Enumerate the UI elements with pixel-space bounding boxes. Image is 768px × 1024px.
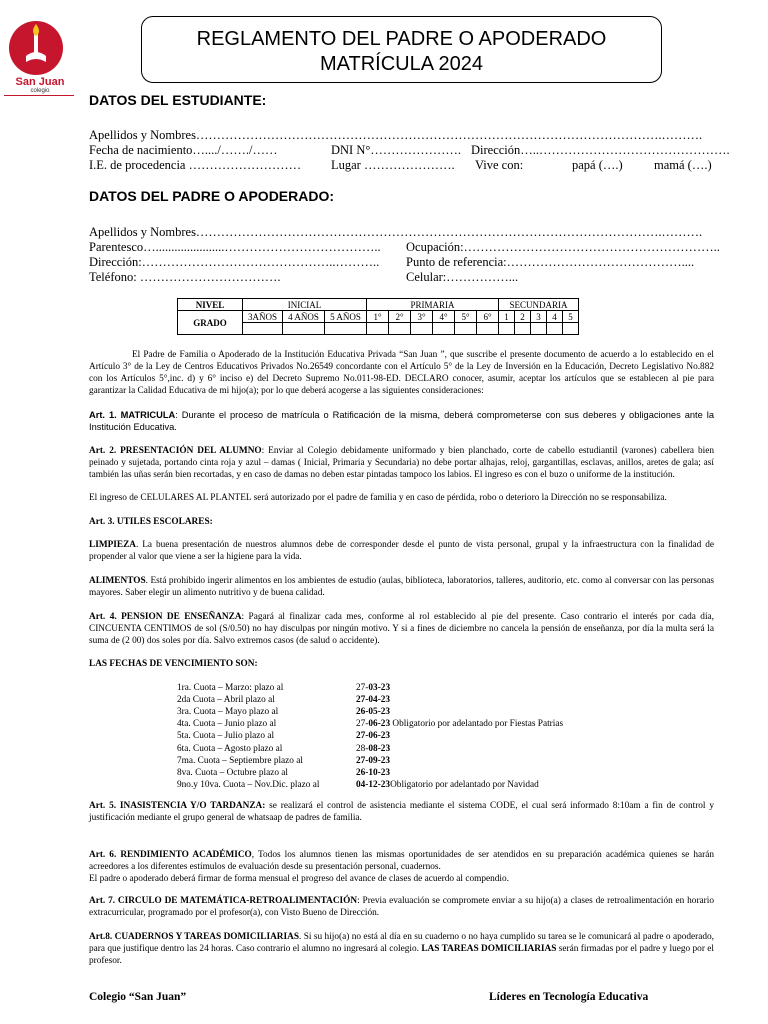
art1-paragraph — [89, 409, 714, 433]
grade-cell[interactable]: 5 AÑOS — [325, 311, 367, 323]
fee-label: 8va. Cuota – Octubre plazo al — [177, 767, 289, 778]
title-line-1: REGLAMENTO DEL PADRE O APODERADO — [196, 28, 607, 50]
logo-underline — [4, 95, 74, 96]
grade-cell[interactable]: 3AÑOS — [243, 311, 283, 323]
art2-paragraph-2: El ingreso de CELULARES AL PLANTEL será autorizado por el padre de familia y en caso de pérdida, robo o deterioro la Dirección no se responsabiliza. — [89, 493, 667, 503]
parent-address-field[interactable]: Dirección:………………………………………..……….. — [89, 255, 380, 269]
fee-due-date — [356, 767, 390, 779]
cellphone-field[interactable]: Celular:……………... — [406, 270, 519, 284]
intro-paragraph: El Padre de Familia o Apoderado de la Institución Educativa Privada “San Juan ”, que suscribe el presente documento de acuerdo a lo establecido en el Artículo 3° de la Ley de Centros Educativos Privados No.26549 concordante con el Artículo 5° de la Ley de Inversión en la Educación, Decreto Legislativo No.882 con los Artículos 5°,inc. d) y 6° inciso e) del Decreto Supremo No.011-98-ED. DECLARO conocer, asumir, aceptar los artículos que se establecen al pie para garantizar la Calidad Educativa de mi hijo(a); por lo que deberá acogerse a las siguientes consideraciones: — [89, 350, 714, 397]
art3-title: Art. 3. UTILES ESCOLARES: — [89, 517, 213, 527]
logo-emblem-icon — [6, 18, 74, 80]
art2-text: : Enviar al Colegio debidamente uniformado y bien planchado, corte de cabello estudiantil (varones) cabellera bien peinado y sujetada, portando cinta roja y azul – damas ( Inicial, Primaria y Secundaria) no debe portar alhajas, reloj, gargantillas, esclavas, anillos, aretes de gala; así también las uñas serán bien recortadas, y en caso de damas no deben estar pintadas tampoco los labios. El ingreso es con el buzo o uniforme de la institución. — [89, 446, 714, 481]
footer-slogan: Líderes en Tecnología Educativa — [489, 991, 649, 1003]
parent-heading: DATOS DEL PADRE O APODERADO: — [89, 188, 335, 204]
fee-date-prefix: 27- — [356, 719, 369, 730]
lives-with-label: Vive con: — [475, 158, 524, 172]
grade-check-cell[interactable] — [455, 323, 477, 335]
fee-date: 26-05-23 — [356, 707, 391, 718]
relationship-field[interactable]: Parentesco…......................……………………………….. — [89, 240, 381, 254]
alimentos-title: ALIMENTOS — [89, 576, 146, 586]
fee-due-date — [356, 682, 390, 694]
grade-check-cell[interactable] — [531, 323, 547, 335]
grade-check-cell[interactable] — [433, 323, 455, 335]
parent-names-field[interactable]: Apellidos y Nombres………………………………………………………………………………………………….………. — [89, 225, 703, 239]
grades-table — [177, 298, 579, 335]
fee-label: 5ta. Cuota – Julio plazo al — [177, 731, 275, 742]
grade-cell[interactable]: 5° — [455, 311, 477, 323]
fee-date: 03-23 — [368, 683, 391, 693]
fee-date: 08-23 — [368, 743, 391, 754]
grade-cell[interactable]: 3° — [411, 311, 433, 323]
grade-check-cell[interactable] — [283, 323, 325, 335]
art8-text: . Si su hijo(a) no está al día en su cuaderno o no haya cumplido su tarea se le comunicará al padre o apoderado, para que justifique dentro las 24 horas. Caso contrario el alumno no ingresará al colegio. — [89, 932, 715, 955]
fee-date: 06-23 — [368, 719, 391, 730]
fee-date-prefix: 28- — [356, 743, 369, 754]
art2-paragraph — [89, 445, 714, 481]
grade-check-cell[interactable] — [243, 323, 283, 335]
fechas-heading: LAS FECHAS DE VENCIMIENTO SON: — [89, 659, 258, 669]
fee-due-date — [356, 706, 390, 718]
grade-cell[interactable]: 2 — [515, 311, 531, 323]
school-logo — [6, 18, 74, 98]
phone-field[interactable]: Teléfono: ……………………………. — [89, 270, 281, 284]
grade-cell[interactable]: 5 — [563, 311, 579, 323]
grade-check-cell[interactable] — [547, 323, 563, 335]
art8-title: Art.8. CUADERNOS Y TAREAS DOMICILIARIAS — [89, 932, 300, 942]
art5-text: se realizará el control de asistencia mediante el sistema CODE, el cual será informado 8:10am a fin de control y justificación mediante el grupo general de whatsaap de padres de familia. — [89, 801, 714, 824]
art6-text: , Todos los alumnos tienen las mismas oportunidades de ser atendidos en su preparación académica quienes se harán acreedores a los diferentes estímulos de evaluación desde su presentación personal, cuadernos. — [89, 850, 714, 873]
grade-cell[interactable]: 4 AÑOS — [283, 311, 325, 323]
art6-title: Art. 6. RENDIMIENTO ACADÉMICO — [89, 850, 252, 860]
grado-header: GRADO — [178, 311, 243, 335]
art1-title: Art. 1. MATRICULA — [89, 410, 176, 420]
grade-cell[interactable]: 1 — [499, 311, 515, 323]
dni-field[interactable]: DNI N°…………………. — [331, 143, 461, 157]
title-line-2: MATRÍCULA 2024 — [319, 53, 484, 75]
fee-note: Obligatorio por adelantado por Fiestas Patrias — [390, 719, 564, 730]
grade-cell[interactable]: 4° — [433, 311, 455, 323]
limpieza-text: . La buena presentación de nuestros alumnos debe de corresponder desde el punto de vista personal, grupal y la infraestructura con la finalidad de propender al valor que viene a ser la higiene para la vida. — [89, 540, 714, 563]
art7-text: : Previa evaluación se compromete enviar a su hijo(a) a clases de retroalimentación en horario extracurricular, programado por el profesor(a), con Visto Bueno de Dirección. — [89, 896, 714, 919]
fee-label: 1ra. Cuota – Marzo: plazo al — [177, 683, 284, 693]
student-names-field[interactable]: Apellidos y Nombres………………………………………………………………………………………………….………. — [89, 128, 703, 142]
previous-school-field[interactable]: I.E. de procedencia ……………………… — [89, 158, 302, 172]
limpieza-title: LIMPIEZA — [89, 540, 137, 550]
fee-date: 27-09-23 — [356, 755, 391, 766]
art7-title: Art. 7. CIRCULO DE MATEMÁTICA-RETROALIMENTACIÓN — [89, 896, 358, 906]
art8-title-2: LAS TAREAS DOMICILIARIAS — [421, 944, 557, 955]
art4-paragraph — [89, 611, 714, 647]
logo-name: San Juan — [15, 76, 65, 88]
art5-paragraph — [89, 800, 714, 824]
fee-due-date — [356, 743, 390, 755]
grade-cell[interactable]: 4 — [547, 311, 563, 323]
grade-check-cell[interactable] — [367, 323, 389, 335]
nivel-header: NIVEL — [178, 299, 243, 311]
alimentos-text: . Está prohibido ingerir alimentos en los ambientes de estudio (aulas, biblioteca, laboratorios, talleres, auditorio, etc. como al conversar con las personas mayores. Saber elegir un alimento nutritivo y de buena calidad. — [89, 576, 714, 599]
fee-label: 4ta. Cuota – Junio plazo al — [177, 719, 277, 730]
art2-title: Art. 2. PRESENTACIÓN DEL ALUMNO — [89, 446, 262, 456]
limpieza-paragraph — [89, 539, 714, 563]
art4-title: Art. 4. PENSION DE ENSEÑANZA — [89, 612, 242, 622]
grade-check-cell[interactable] — [499, 323, 515, 335]
fee-label: 9no.y 10va. Cuota – Nov.Dic. plazo al — [177, 779, 320, 790]
art7-paragraph — [89, 895, 714, 919]
inicial-header: INICIAL — [243, 299, 367, 311]
fee-date: 27-06-23 — [356, 731, 391, 742]
art1-text: : Durante el proceso de matrícula o Ratificación de la misma, deberá comprometerse con sus deberes y obligaciones ante la Institución Educativa. — [89, 410, 714, 433]
grade-cell[interactable]: 2° — [389, 311, 411, 323]
lives-with-mother[interactable]: mamá (….) — [654, 158, 712, 172]
primaria-header: PRIMARIA — [367, 299, 499, 311]
art8-text-2: serán firmadas por el padre y luego por el profesor. — [89, 944, 715, 967]
grade-check-cell[interactable] — [515, 323, 531, 335]
fee-due-date — [356, 755, 390, 767]
fee-date: 04-12-23 — [356, 779, 391, 790]
fee-label: 7ma. Cuota – Septiembre plazo al — [177, 755, 303, 766]
logo-sub: colegio — [30, 88, 50, 94]
grade-check-cell[interactable] — [563, 323, 579, 335]
fee-due-date — [356, 694, 390, 706]
alimentos-paragraph — [89, 575, 714, 599]
grade-check-cell[interactable] — [411, 323, 433, 335]
document-title — [141, 16, 662, 83]
student-heading: DATOS DEL ESTUDIANTE: — [89, 92, 267, 108]
grade-cell[interactable]: 3 — [531, 311, 547, 323]
footer-school: Colegio “San Juan” — [89, 991, 187, 1003]
art6-paragraph-2: El padre o apoderado deberá firmar de forma mensual el progreso del avance de clases de acuerdo al compendio. — [89, 874, 509, 884]
art5-title: Art. 5. INASISTENCIA Y/O TARDANZA: — [89, 801, 266, 811]
fee-date-prefix: 27- — [356, 683, 369, 693]
fee-due-date — [356, 718, 563, 730]
occupation-field[interactable]: Ocupación:…………………………………………………….. — [406, 240, 720, 254]
fee-date: 26-10-23 — [356, 767, 391, 778]
place-field[interactable]: Lugar …………………. — [331, 158, 455, 172]
grade-cell[interactable]: 6° — [477, 311, 499, 323]
art8-paragraph — [89, 931, 714, 967]
secundaria-header: SECUNDARIA — [499, 299, 579, 311]
grade-check-cell[interactable] — [325, 323, 367, 335]
grade-check-cell[interactable] — [477, 323, 499, 335]
birthdate-field[interactable]: Fecha de nacimiento…..../……./…… — [89, 143, 278, 157]
art6-paragraph — [89, 849, 714, 873]
student-address-field[interactable]: Dirección…..………………………………………. — [471, 143, 730, 157]
grade-check-cell[interactable] — [389, 323, 411, 335]
art4-text: : Pagará al finalizar cada mes, conforme al rol establecido al pie del presente. Caso contrario el interés por cada día, CINCUENTA CENTIMOS de sol (S/0.50) no hay disculpas por ningún motivo. Y si a fines de diciembre no cancela la pensión de enseñanza, por día la multa será la suma de (2 00) dos soles por día. Salvo extremos casos (de salud o accidente). — [89, 612, 714, 647]
fee-date: 27-04-23 — [356, 695, 391, 706]
fee-due-date — [356, 730, 390, 742]
fee-due-date — [356, 779, 539, 791]
grade-cell[interactable]: 1° — [367, 311, 389, 323]
fee-label: 6ta. Cuota – Agosto plazo al — [177, 743, 283, 754]
fee-label: 3ra. Cuota – Mayo plazo al — [177, 707, 279, 718]
reference-point-field[interactable]: Punto de referencia:…………………………………….... — [406, 255, 695, 269]
lives-with-father[interactable]: papá (….) — [572, 158, 623, 172]
fee-note: Obligatorio por adelantado por Navidad — [390, 779, 539, 790]
fee-label: 2da Cuota – Abril plazo al — [177, 695, 275, 706]
